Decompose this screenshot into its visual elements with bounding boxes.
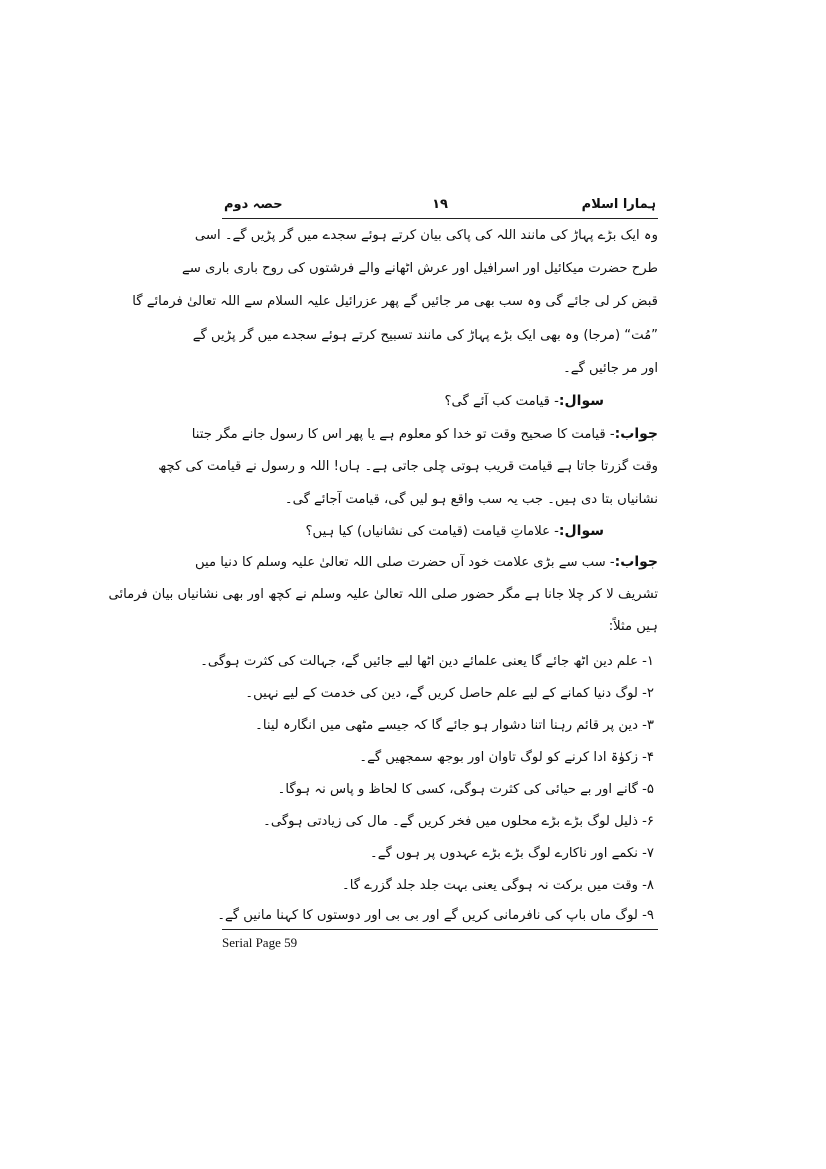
answer-2-line-1 [194,552,658,573]
text-line: تشریف لا کر چلا جانا ہے مگر حضور صلی اللہ تعالیٰ علیہ وسلم نے کچھ اور بھی نشانیاں بیان فرمائی [108,587,658,602]
list-item: ۵- گانے اور بے حیائی کی کثرت ہوگی، کسی کا لحاظ و پاس نہ ہوگا۔ [277,782,654,797]
question-1 [222,391,658,412]
list-item: ۸- وقت میں برکت نہ ہوگی یعنی بہت جلد جلد گزرے گا۔ [342,878,654,893]
serial-page-label: Serial Page 59 [222,935,298,950]
text-line: ہیں مثلاً: [608,619,658,634]
text-line: وقت گزرتا جاتا ہے قیامت قریب ہوتی چلی جاتی ہے۔ ہاں! اللہ و رسول نے قیامت کی کچھ [158,459,658,474]
text-line: اور مر جائیں گے۔ [563,361,658,376]
list-item: ۶- ذلیل لوگ بڑے بڑے محلوں میں فخر کریں گے۔ مال کی زیادتی ہوگی۔ [263,814,654,829]
list-item: ۷- نکمے اور ناکارے لوگ بڑے بڑے عہدوں پر ہوں گے۔ [369,846,654,861]
question-text: - قیامت کب آئے گی؟ [444,394,559,409]
answer-label: جواب: [614,426,658,442]
question-2 [222,521,658,542]
running-header [222,196,658,219]
list-item: ۹- لوگ ماں باپ کی نافرمانی کریں گے اور بی بی اور دوستوں کا کہنا مانیں گے۔ [217,908,654,923]
footer-divider [222,929,658,930]
list-item: ۲- لوگ دنیا کمانے کے لیے علم حاصل کریں گے، دین کی خدمت کے لیے نہیں۔ [245,686,654,701]
question-label: سوال: [558,523,604,539]
question-text: - علاماتِ قیامت (قیامت کی نشانیاں) کیا ہیں؟ [305,524,559,539]
list-item: ۱- علم دین اٹھ جائے گا یعنی علمائے دین اٹھا لیے جائیں گے، جہالت کی کثرت ہوگی۔ [200,654,654,669]
text-line: طرح حضرت میکائیل اور اسرافیل اور عرش اٹھانے والے فرشتوں کی روح باری باری سے [182,261,658,276]
book-title: ہمارا اسلام [581,197,656,212]
answer-text: - سب سے بڑی علامت خود آں حضرت صلی اللہ تعالیٰ علیہ وسلم کا دنیا میں [194,555,615,570]
answer-text: - قیامت کا صحیح وقت تو خدا کو معلوم ہے یا پھر اس کا رسول جانے مگر جتنا [191,427,615,442]
page-number: ۱۹ [432,197,448,212]
answer-1-line-1 [191,424,658,445]
answer-label: جواب: [614,554,658,570]
section-label: حصہ دوم [224,197,283,212]
text-line: ”مُت“ (مرجا) وہ بھی ایک بڑے پہاڑ کی مانند تسبیح کرتے ہوئے سجدے میں گر پڑیں گے [192,328,658,343]
list-item: ۳- دین پر قائم رہنا اتنا دشوار ہو جائے گا کہ جیسے مٹھی میں انگارہ لینا۔ [255,718,654,733]
text-line: نشانیاں بتا دی ہیں۔ جب یہ سب واقع ہو لیں گی، قیامت آجائے گی۔ [284,492,658,507]
text-line: قبض کر لی جائے گی وہ سب بھی مر جائیں گے پھر عزرائیل علیہ السلام سے اللہ تعالیٰ فرمائے گا [132,294,658,309]
text-line: وہ ایک بڑے پہاڑ کی مانند اللہ کی پاکی بیان کرتے ہوئے سجدے میں گر پڑیں گے۔ اسی [194,228,658,243]
list-item: ۴- زکوٰۃ ادا کرنے کو لوگ تاوان اور بوجھ سمجھیں گے۔ [359,750,654,765]
question-label: سوال: [558,393,604,409]
